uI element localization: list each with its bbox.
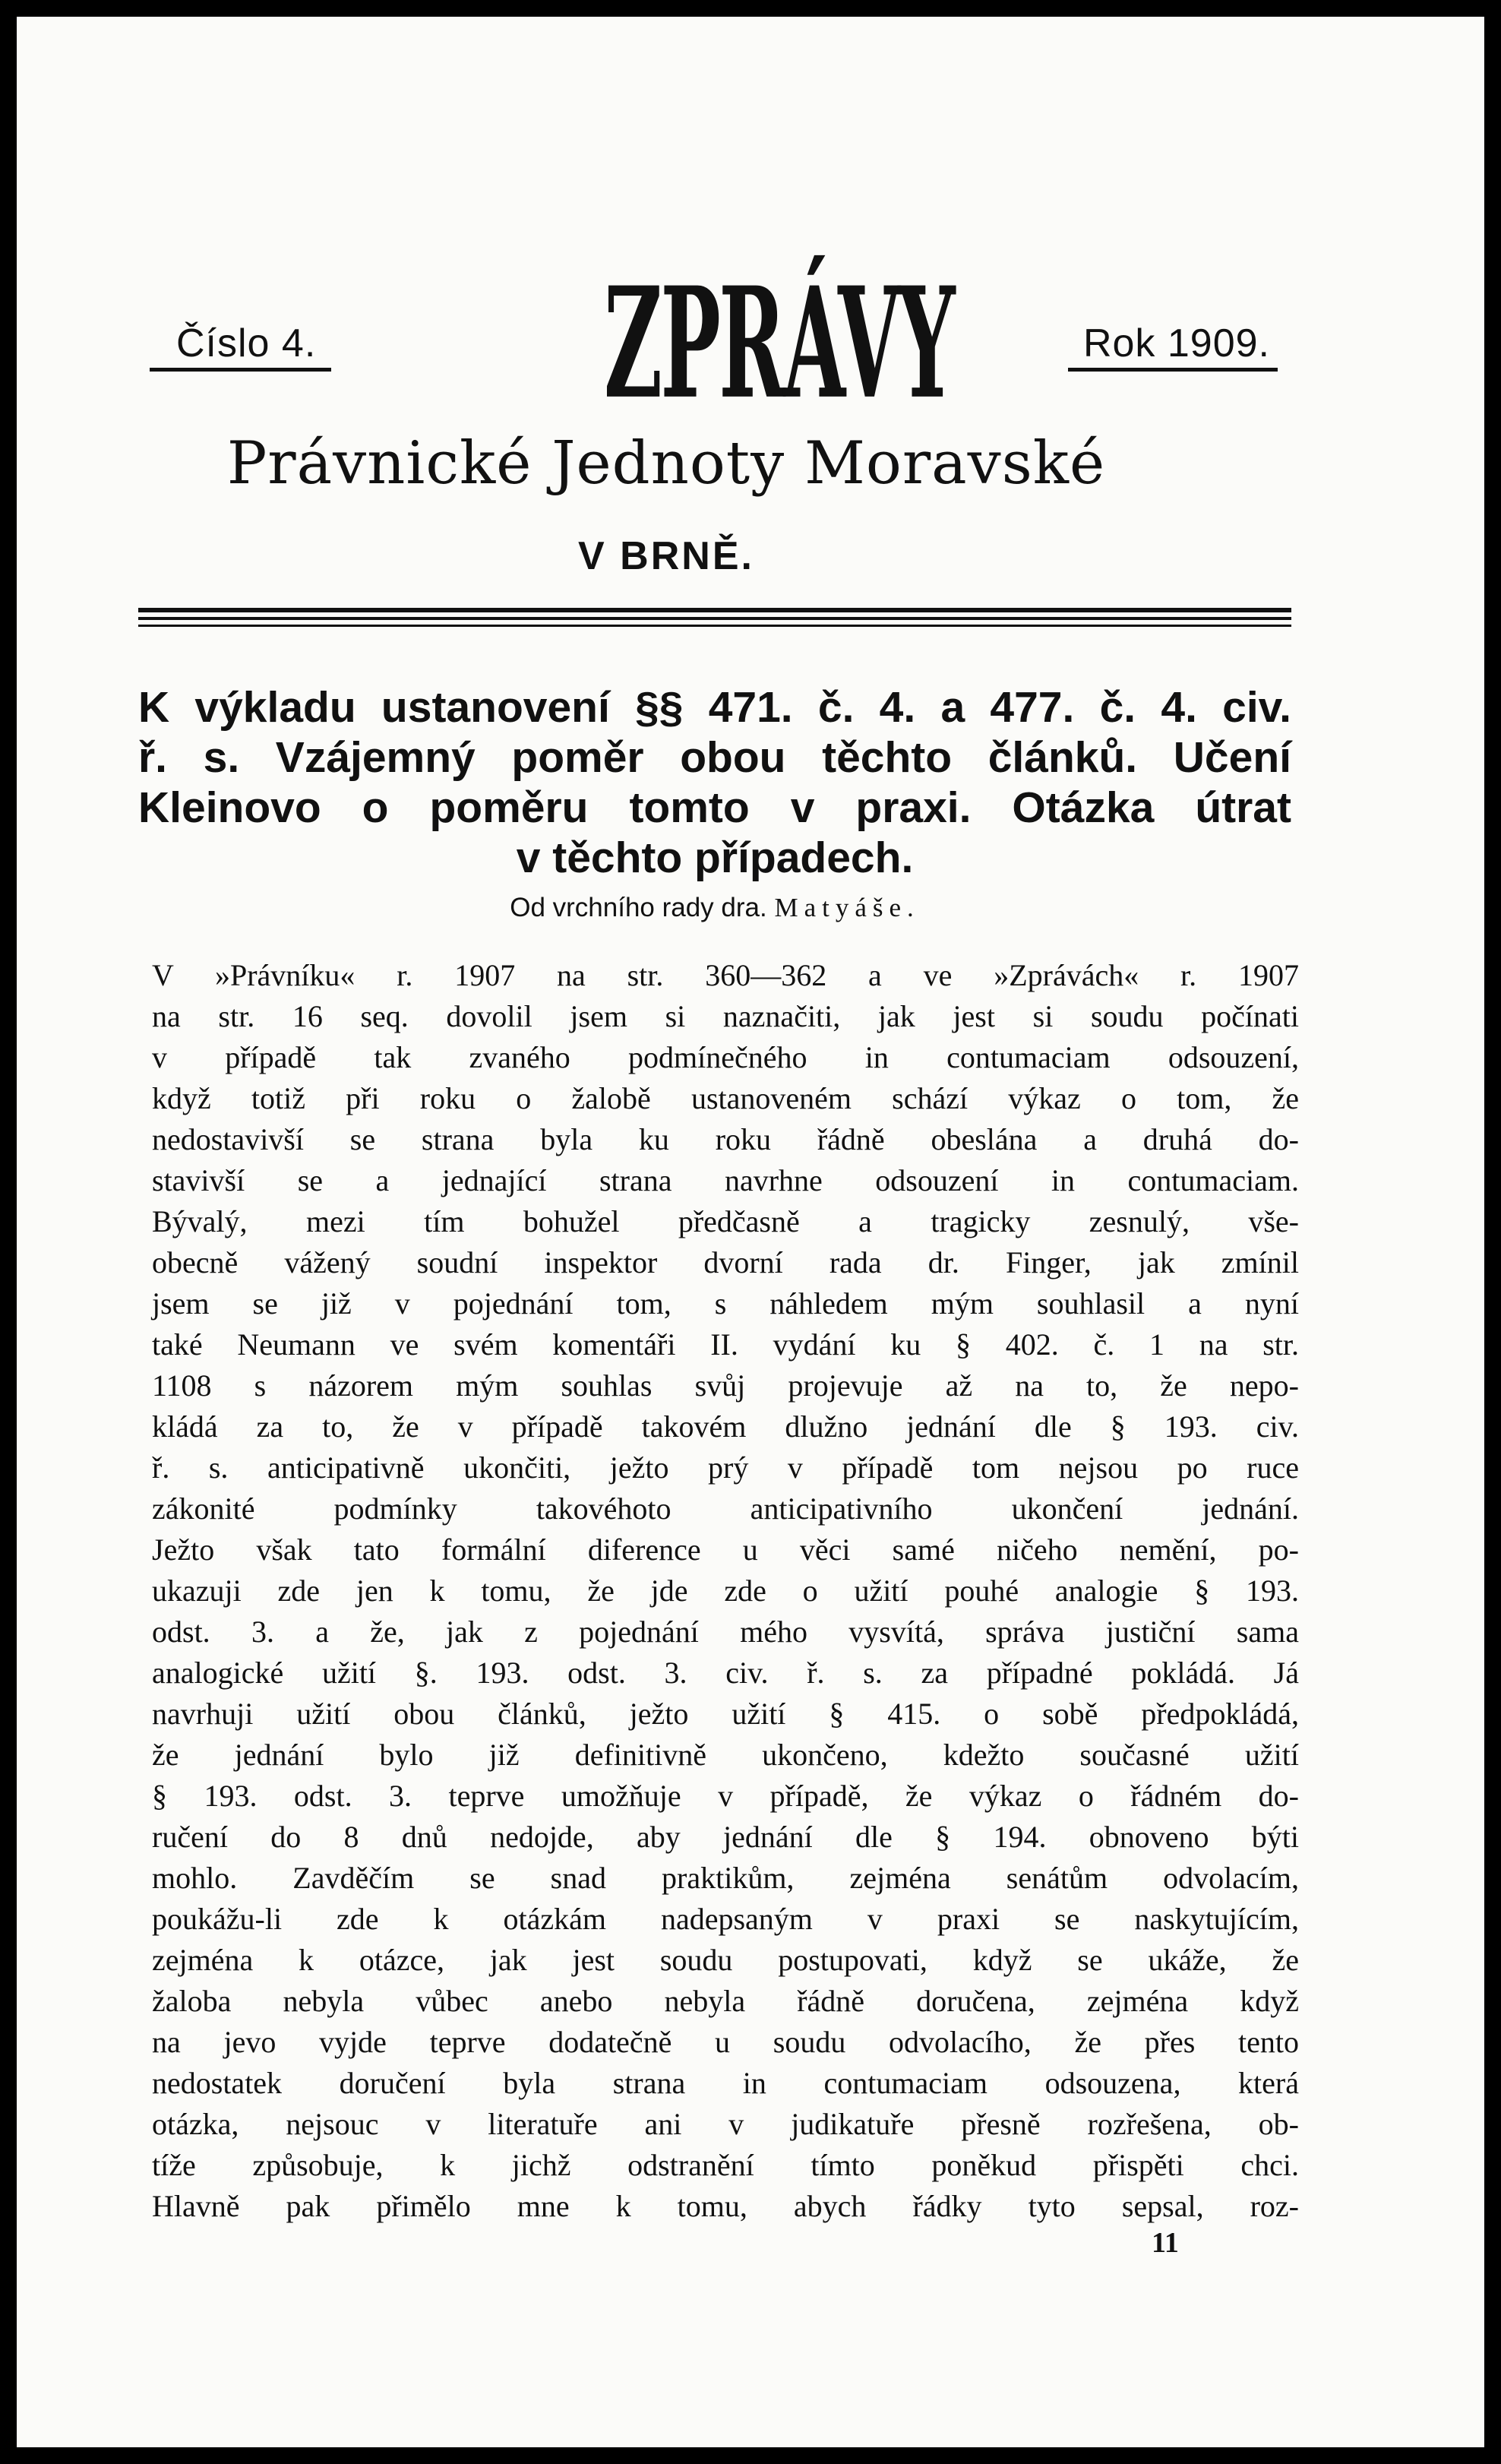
body-line: Hlavně pak přimělo mne k tomu, abych řádky tyto sepsal, roz- bbox=[152, 2189, 1299, 2223]
journal-title: ZPRÁVY bbox=[604, 254, 954, 434]
body-line: ř. s. anticipativně ukončiti, ježto prý v případě tom nejsou po ruce bbox=[152, 1450, 1299, 1485]
issue-number: Číslo 4. bbox=[150, 321, 331, 372]
body-line: analogické užití §. 193. odst. 3. civ. ř. s. za případné pokládá. Já bbox=[152, 1656, 1299, 1690]
body-line: jsem se již v pojednání tom, s náhledem mým souhlasil a nyní bbox=[152, 1286, 1299, 1321]
page-number: 11 bbox=[1152, 2227, 1179, 2259]
body-line: 1108 s názorem mým souhlas svůj projevuje až na to, že nepo- bbox=[152, 1368, 1299, 1403]
masthead bbox=[131, 245, 1300, 442]
header-rule bbox=[138, 617, 1291, 620]
issue-year: Rok 1909. bbox=[1068, 321, 1278, 372]
body-line: ručení do 8 dnů nedojde, aby jednání dle § 194. obnoveno býti bbox=[152, 1820, 1299, 1854]
body-line: nedostavivší se strana byla ku roku řádně obeslána a druhá do- bbox=[152, 1122, 1299, 1156]
journal-city: V BRNĚ. bbox=[578, 534, 754, 578]
journal-subtitle: Právnické Jednoty Moravské bbox=[226, 429, 1106, 498]
header-rule bbox=[138, 625, 1291, 627]
article-title-line: v těchto případech. bbox=[516, 833, 914, 882]
body-line: tíže způsobuje, k jichž odstranění tímto poněkud přispěti chci. bbox=[152, 2148, 1299, 2182]
body-line: nedostatek doručení byla strana in contumaciam odsouzena, která bbox=[152, 2066, 1299, 2100]
body-line: Bývalý, mezi tím bohužel předčasně a tragicky zesnulý, vše- bbox=[152, 1204, 1299, 1238]
body-line: mohlo. Zavděčím se snad praktikům, zejména senátům odvolacím, bbox=[152, 1861, 1299, 1895]
body-line: že jednání bylo již definitivně ukončeno, kdežto současné užití bbox=[152, 1738, 1299, 1772]
article-body bbox=[152, 955, 1299, 2227]
body-line: Ježto však tato formální diference u věci samé ničeho nemění, po- bbox=[152, 1532, 1299, 1567]
body-line: na jevo vyjde teprve dodatečně u soudu odvolacího, že přes tento bbox=[152, 2025, 1299, 2059]
body-line: otázka, nejsouc v literatuře ani v judikatuře přesně rozřešena, ob- bbox=[152, 2107, 1299, 2141]
article-title bbox=[138, 682, 1291, 883]
article-title-line: ř. s. Vzájemný poměr obou těchto článků. Učení bbox=[138, 733, 1291, 782]
body-line: ukazuji zde jen k tomu, že jde zde o užití pouhé analogie § 193. bbox=[152, 1574, 1299, 1608]
document-page bbox=[17, 17, 1484, 2447]
body-line: v případě tak zvaného podmínečného in contumaciam odsouzení, bbox=[152, 1040, 1299, 1074]
article-byline bbox=[138, 893, 1291, 923]
body-line: kládá za to, že v případě takovém dlužno jednání dle § 193. civ. bbox=[152, 1409, 1299, 1444]
body-line: stavivší se a jednající strana navrhne odsouzení in contumaciam. bbox=[152, 1163, 1299, 1197]
body-line: na str. 16 seq. dovolil jsem si naznačiti, jak jest si soudu počínati bbox=[152, 999, 1299, 1033]
body-line: obecně vážený soudní inspektor dvorní rada dr. Finger, jak zmínil bbox=[152, 1245, 1299, 1279]
body-line: navrhuji užití obou článků, ježto užití § 415. o sobě předpokládá, bbox=[152, 1697, 1299, 1731]
body-line: V »Právníku« r. 1907 na str. 360—362 a ve »Zprávách« r. 1907 bbox=[152, 958, 1299, 992]
byline-prefix: Od vrchního rady dra. bbox=[510, 893, 767, 922]
body-line: § 193. odst. 3. teprve umožňuje v případě, že výkaz o řádném do- bbox=[152, 1779, 1299, 1813]
article-title-line: Kleinovo o poměru tomto v praxi. Otázka útrat bbox=[138, 783, 1291, 832]
body-line: zákonité podmínky takovéhoto anticipativního ukončení jednání. bbox=[152, 1491, 1299, 1526]
body-line: poukážu-li zde k otázkám nadepsaným v praxi se naskytujícím, bbox=[152, 1902, 1299, 1936]
article-title-line: K výkladu ustanovení §§ 471. č. 4. a 477. č. 4. civ. bbox=[138, 683, 1291, 732]
body-line: když totiž při roku o žalobě ustanoveném schází výkaz o tom, že bbox=[152, 1081, 1299, 1115]
byline-author: Matyáše. bbox=[774, 893, 920, 922]
header-rule bbox=[138, 608, 1291, 612]
body-line: odst. 3. a že, jak z pojednání mého vysvítá, správa justiční sama bbox=[152, 1615, 1299, 1649]
body-line: také Neumann ve svém komentáři II. vydání ku § 402. č. 1 na str. bbox=[152, 1327, 1299, 1362]
body-line: žaloba nebyla vůbec anebo nebyla řádně doručena, zejména když bbox=[152, 1984, 1299, 2018]
body-line: zejména k otázce, jak jest soudu postupovati, když se ukáže, že bbox=[152, 1943, 1299, 1977]
